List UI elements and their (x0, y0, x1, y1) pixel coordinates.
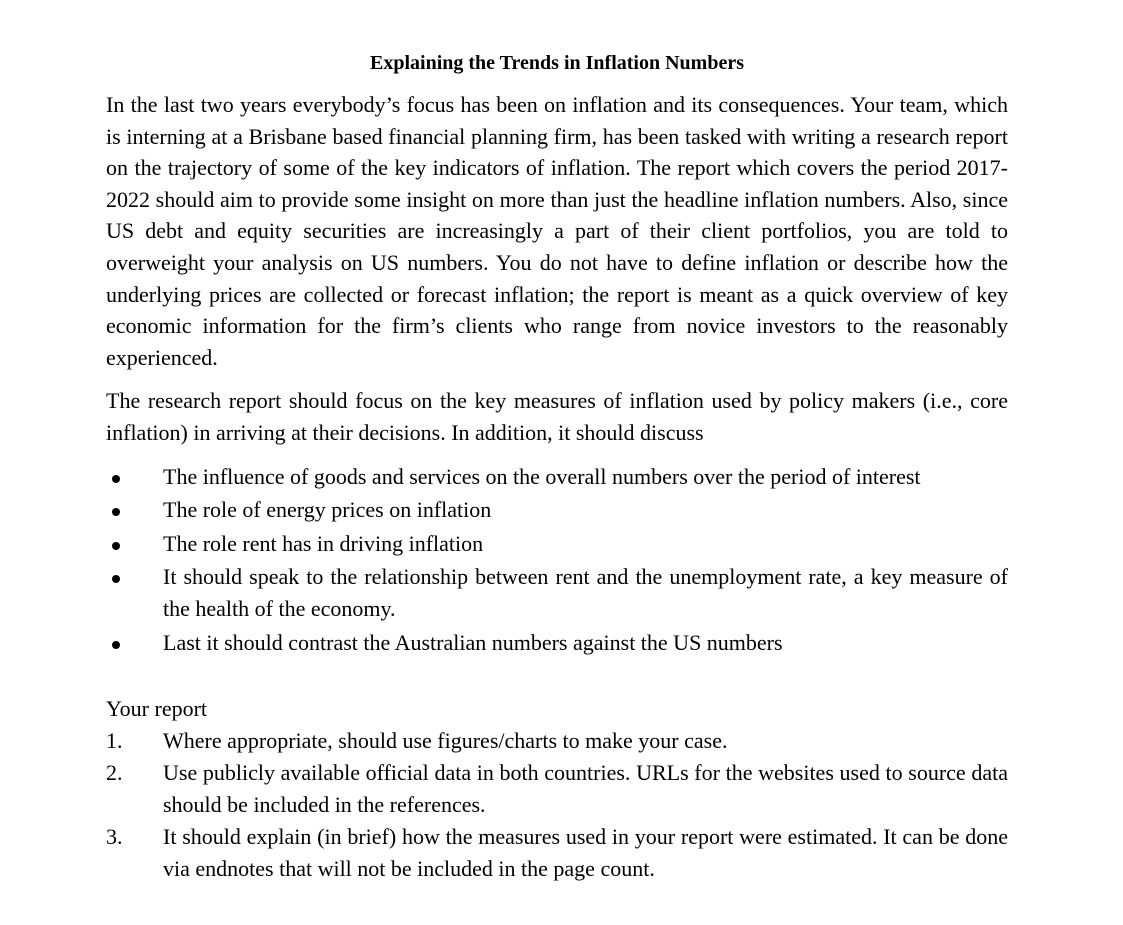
requirement-number: 3. (106, 824, 123, 850)
bullet-dot-icon (112, 575, 120, 583)
bullet-dot-icon (112, 508, 120, 516)
requirement-text: Use publicly available official data in both countries. URLs for the websites used to source data should be included in the references. (163, 760, 1008, 817)
bullet-dot-icon (112, 475, 120, 483)
requirements-list (106, 725, 1008, 885)
requirement-text: It should explain (in brief) how the measures used in your report were estimated. It can be done via endnotes that will not be included in the page count. (163, 824, 1008, 881)
discussion-bullet-list (106, 461, 1008, 659)
bullet-item (106, 528, 1008, 560)
bullet-text: The influence of goods and services on the overall numbers over the period of interest (163, 463, 921, 489)
bullet-item (106, 494, 1008, 526)
bullet-text: The role rent has in driving inflation (163, 530, 484, 556)
requirement-item (106, 821, 1008, 884)
bullet-item (106, 561, 1008, 625)
report-label: Your report (106, 695, 208, 721)
bullet-text: The role of energy prices on inflation (163, 497, 492, 523)
bullet-text: It should speak to the relationship between rent and the unemployment rate, a key measure of the health of the economy. (163, 564, 1008, 622)
bullet-dot-icon (112, 641, 120, 649)
requirement-text: Where appropriate, should use figures/charts to make your case. (163, 727, 728, 753)
focus-paragraph: The research report should focus on the key measures of inflation used by policy makers (i.e., core inflation) in arriving at their decisions. In addition, it should discuss (106, 388, 1008, 445)
bullet-item (106, 627, 1008, 659)
requirement-item (106, 725, 1008, 757)
bullet-text: Last it should contrast the Australian numbers against the US numbers (163, 629, 783, 655)
requirement-item (106, 757, 1008, 820)
document-title: Explaining the Trends in Inflation Numbers (370, 52, 744, 74)
bullet-dot-icon (112, 542, 120, 550)
intro-paragraph: In the last two years everybody’s focus has been on inflation and its consequences. Your team, which is interning at a Brisbane based financial planning firm, has been tasked with writing a research report on the trajectory of some of the key indicators of inflation. The report which covers the period 2017-2022 should aim to provide some insight on more than just the headline inflation numbers. Also, since US debt and equity securities are increasingly a part of their client portfolios, you are told to overweight your analysis on US numbers. You do not have to define inflation or describe how the underlying prices are collected or forecast inflation; the report is meant as a quick overview of key economic information for the firm’s clients who range from novice investors to the reasonably experienced. (106, 92, 1008, 370)
requirement-number: 1. (106, 727, 123, 753)
bullet-item (106, 461, 1008, 493)
requirement-number: 2. (106, 760, 123, 786)
document-page (106, 48, 1008, 886)
